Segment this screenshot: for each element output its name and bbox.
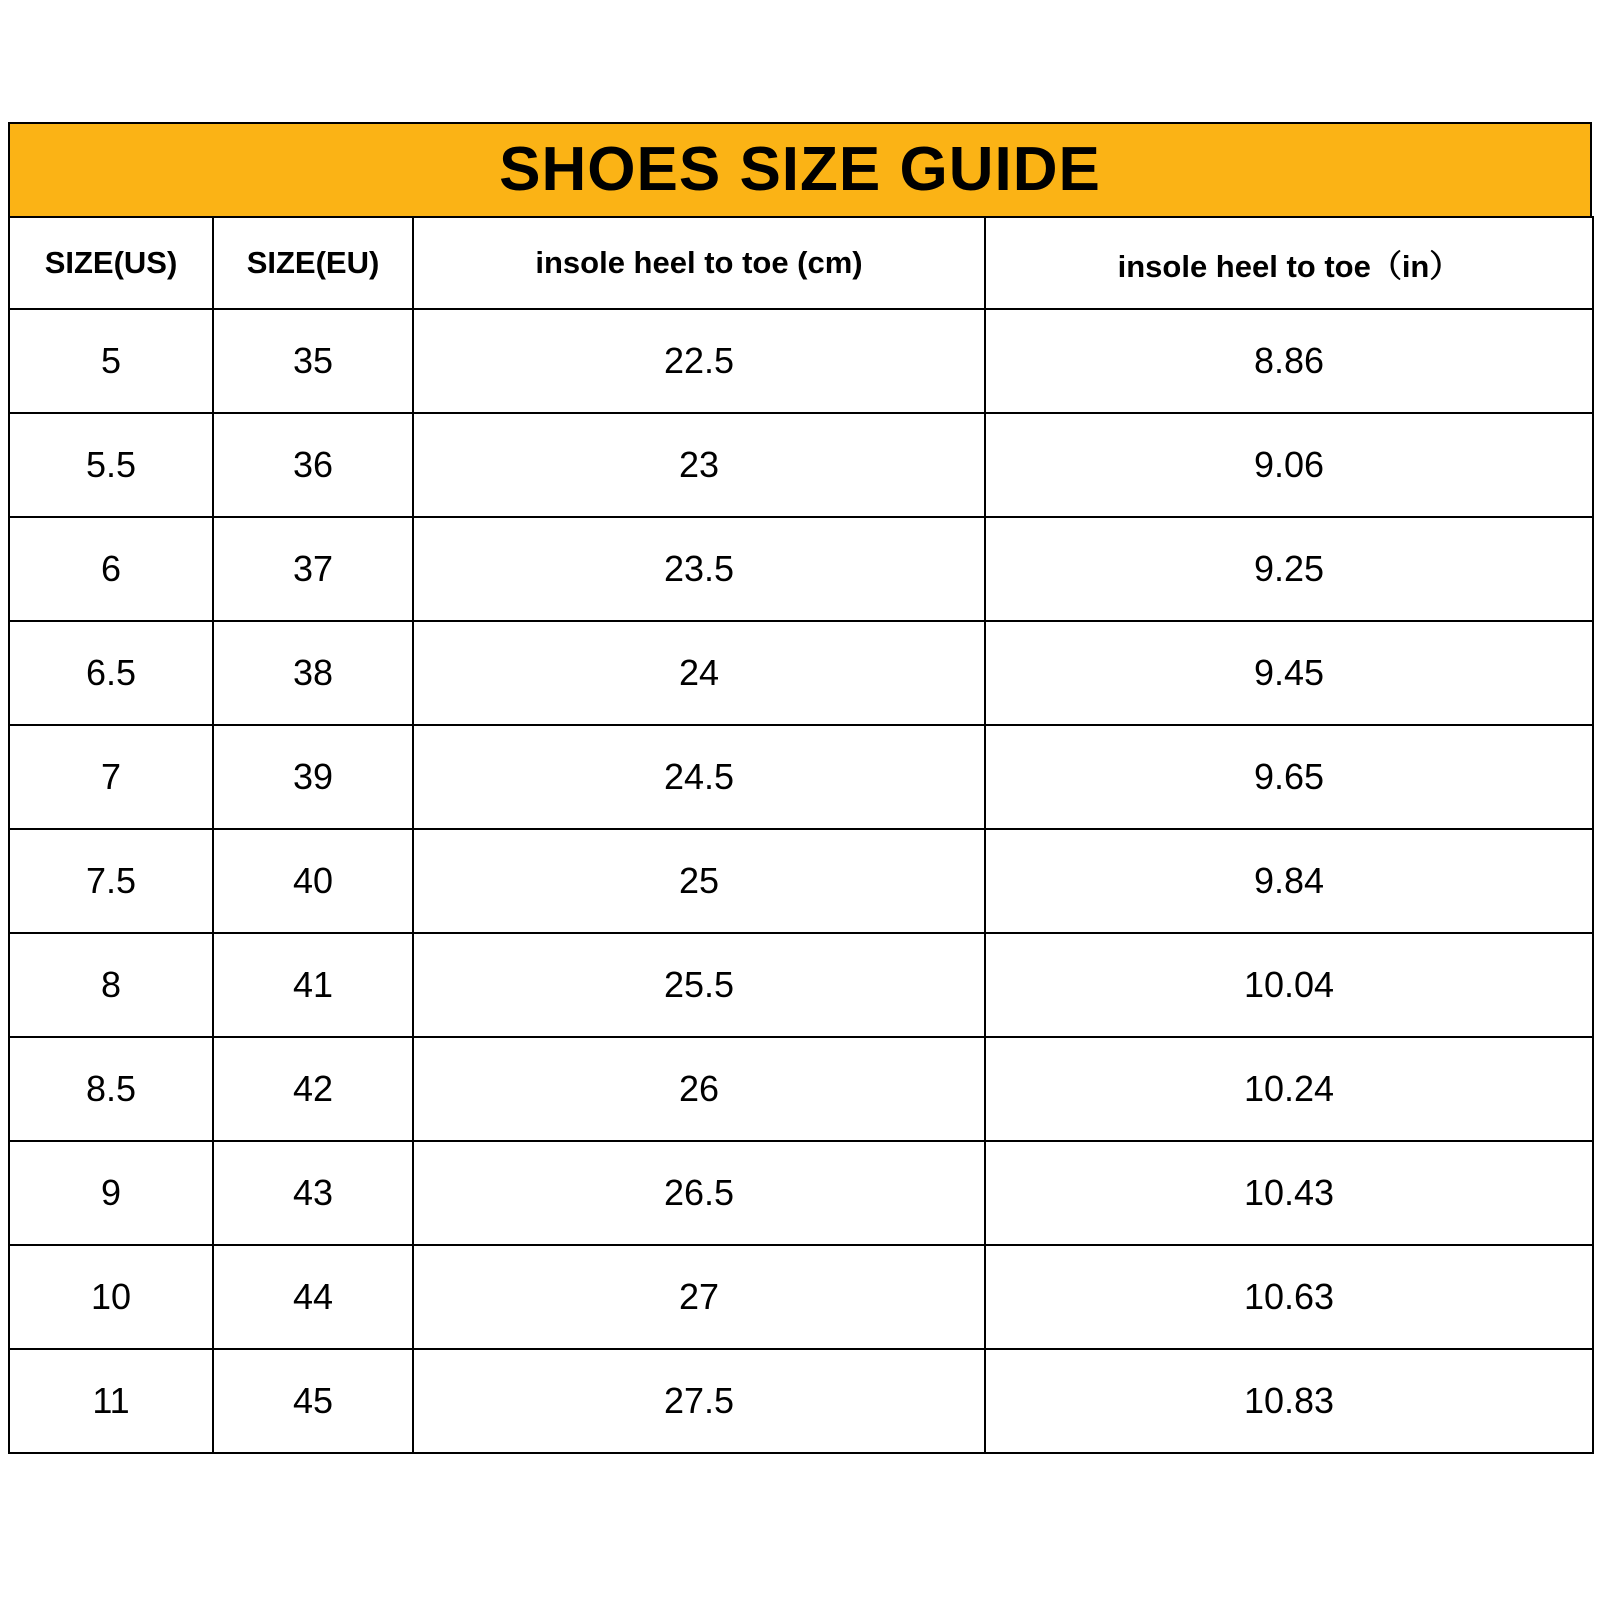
cell-size-eu: 44 [213, 1245, 413, 1349]
size-chart [8, 122, 1592, 1454]
cell-insole-in: 9.06 [985, 413, 1593, 517]
cell-size-us: 7 [9, 725, 213, 829]
cell-size-us: 8 [9, 933, 213, 1037]
table-row [9, 517, 1593, 621]
cell-size-us: 6 [9, 517, 213, 621]
cell-insole-in: 10.43 [985, 1141, 1593, 1245]
cell-insole-in: 10.04 [985, 933, 1593, 1037]
cell-size-eu: 39 [213, 725, 413, 829]
column-header-insole-cm: insole heel to toe (cm) [413, 217, 985, 309]
cell-size-eu: 41 [213, 933, 413, 1037]
table-row [9, 309, 1593, 413]
table-row [9, 1245, 1593, 1349]
table-row [9, 413, 1593, 517]
cell-insole-in: 8.86 [985, 309, 1593, 413]
column-header-size-us: SIZE(US) [9, 217, 213, 309]
cell-insole-cm: 22.5 [413, 309, 985, 413]
table-row [9, 725, 1593, 829]
table-row [9, 621, 1593, 725]
column-header-size-eu: SIZE(EU) [213, 217, 413, 309]
cell-insole-cm: 23.5 [413, 517, 985, 621]
size-table [8, 216, 1594, 1454]
cell-insole-in: 9.84 [985, 829, 1593, 933]
cell-size-eu: 36 [213, 413, 413, 517]
table-row [9, 1141, 1593, 1245]
cell-insole-cm: 24 [413, 621, 985, 725]
table-header-row [9, 217, 1593, 309]
table-row [9, 829, 1593, 933]
cell-size-us: 8.5 [9, 1037, 213, 1141]
cell-insole-in: 9.25 [985, 517, 1593, 621]
cell-insole-in: 10.24 [985, 1037, 1593, 1141]
table-row [9, 1037, 1593, 1141]
cell-insole-cm: 25.5 [413, 933, 985, 1037]
cell-size-us: 5 [9, 309, 213, 413]
cell-size-us: 6.5 [9, 621, 213, 725]
cell-size-us: 5.5 [9, 413, 213, 517]
chart-title-bar [8, 122, 1592, 216]
cell-insole-in: 10.63 [985, 1245, 1593, 1349]
cell-size-us: 11 [9, 1349, 213, 1453]
cell-insole-cm: 27.5 [413, 1349, 985, 1453]
cell-size-eu: 38 [213, 621, 413, 725]
cell-size-us: 7.5 [9, 829, 213, 933]
cell-insole-in: 9.45 [985, 621, 1593, 725]
cell-size-eu: 42 [213, 1037, 413, 1141]
column-header-insole-in: insole heel to toe（in） [985, 217, 1593, 309]
cell-insole-cm: 26.5 [413, 1141, 985, 1245]
cell-size-eu: 45 [213, 1349, 413, 1453]
cell-insole-in: 10.83 [985, 1349, 1593, 1453]
cell-insole-in: 9.65 [985, 725, 1593, 829]
cell-size-eu: 43 [213, 1141, 413, 1245]
cell-insole-cm: 24.5 [413, 725, 985, 829]
page-title: SHOES SIZE GUIDE [499, 135, 1101, 204]
cell-insole-cm: 25 [413, 829, 985, 933]
cell-insole-cm: 23 [413, 413, 985, 517]
table-row [9, 933, 1593, 1037]
cell-size-eu: 37 [213, 517, 413, 621]
cell-size-eu: 35 [213, 309, 413, 413]
table-row [9, 1349, 1593, 1453]
cell-insole-cm: 26 [413, 1037, 985, 1141]
table-header [9, 217, 1593, 309]
cell-insole-cm: 27 [413, 1245, 985, 1349]
cell-size-eu: 40 [213, 829, 413, 933]
cell-size-us: 10 [9, 1245, 213, 1349]
cell-size-us: 9 [9, 1141, 213, 1245]
table-body [9, 309, 1593, 1453]
